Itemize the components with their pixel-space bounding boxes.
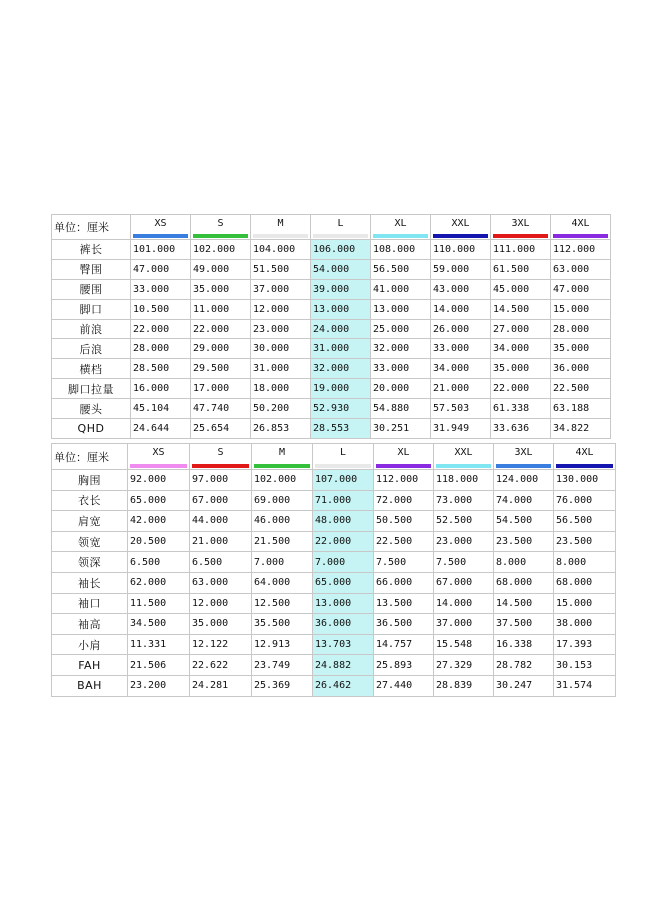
measurement-value: 14.000 [434, 593, 494, 614]
measurement-value: 8.000 [494, 552, 554, 573]
measurement-value: 10.500 [131, 299, 191, 319]
measurement-value: 68.000 [554, 572, 616, 593]
size-label: 4XL [571, 218, 590, 229]
measurement-value: 112.000 [374, 470, 434, 491]
measurement-value: 72.000 [374, 490, 434, 511]
measurement-value: 27.329 [434, 655, 494, 676]
size-label: L [339, 447, 347, 458]
measurement-value: 22.000 [491, 379, 551, 399]
measurement-value: 22.000 [313, 531, 374, 552]
measurement-label: 后浪 [52, 339, 131, 359]
pants-size-header [131, 215, 191, 240]
tops-size-header [434, 444, 494, 470]
measurement-value: 64.000 [252, 572, 313, 593]
measurement-value: 35.000 [191, 279, 251, 299]
measurement-value: 30.247 [494, 675, 554, 696]
measurement-label: 腰头 [52, 399, 131, 419]
tops-size-header [252, 444, 313, 470]
measurement-value: 106.000 [311, 240, 371, 260]
measurement-label: 腰围 [52, 279, 131, 299]
measurement-value: 35.500 [252, 614, 313, 635]
pants-row [52, 259, 611, 279]
measurement-label: QHD [52, 419, 131, 439]
measurement-value: 25.654 [191, 419, 251, 439]
measurement-value: 71.000 [313, 490, 374, 511]
measurement-value: 50.200 [251, 399, 311, 419]
measurement-value: 52.500 [434, 511, 494, 532]
size-color-bar [553, 234, 608, 238]
measurement-label: 臀围 [52, 259, 131, 279]
measurement-value: 45.104 [131, 399, 191, 419]
size-label: L [337, 218, 344, 229]
measurement-value: 27.000 [491, 319, 551, 339]
measurement-value: 6.500 [128, 552, 190, 573]
measurement-value: 67.000 [434, 572, 494, 593]
measurement-value: 7.500 [434, 552, 494, 573]
measurement-value: 32.000 [311, 359, 371, 379]
measurement-value: 31.000 [251, 359, 311, 379]
pants-row [52, 339, 611, 359]
size-label: S [217, 218, 224, 229]
measurement-value: 30.153 [554, 655, 616, 676]
measurement-value: 21.506 [128, 655, 190, 676]
tops-row [52, 531, 616, 552]
measurement-label: 胸围 [52, 470, 128, 491]
measurement-value: 30.251 [371, 419, 431, 439]
size-label: XXL [451, 218, 470, 229]
measurement-value: 130.000 [554, 470, 616, 491]
size-label: XS [152, 447, 165, 458]
measurement-value: 21.000 [190, 531, 252, 552]
measurement-value: 73.000 [434, 490, 494, 511]
measurement-value: 25.000 [371, 319, 431, 339]
measurement-value: 37.000 [434, 614, 494, 635]
measurement-value: 42.000 [128, 511, 190, 532]
pants-row [52, 240, 611, 260]
pants-size-header [371, 215, 431, 240]
measurement-label: 脚口 [52, 299, 131, 319]
measurement-value: 23.000 [251, 319, 311, 339]
measurement-value: 33.636 [491, 419, 551, 439]
measurement-value: 33.000 [371, 359, 431, 379]
size-label: XL [397, 447, 410, 458]
measurement-value: 33.000 [131, 279, 191, 299]
measurement-value: 92.000 [128, 470, 190, 491]
measurement-label: 袖长 [52, 572, 128, 593]
measurement-value: 97.000 [190, 470, 252, 491]
size-color-bar [192, 464, 249, 468]
measurement-value: 23.500 [554, 531, 616, 552]
measurement-value: 16.000 [131, 379, 191, 399]
measurement-value: 26.000 [431, 319, 491, 339]
measurement-value: 47.740 [191, 399, 251, 419]
measurement-value: 14.757 [374, 634, 434, 655]
measurement-value: 61.338 [491, 399, 551, 419]
measurement-value: 19.000 [311, 379, 371, 399]
measurement-value: 52.930 [311, 399, 371, 419]
measurement-value: 102.000 [252, 470, 313, 491]
measurement-value: 28.782 [494, 655, 554, 676]
measurement-value: 74.000 [494, 490, 554, 511]
size-color-bar [436, 464, 491, 468]
measurement-value: 13.703 [313, 634, 374, 655]
measurement-value: 27.440 [374, 675, 434, 696]
measurement-value: 23.200 [128, 675, 190, 696]
tops-row [52, 572, 616, 593]
measurement-label: 前浪 [52, 319, 131, 339]
measurement-value: 63.000 [551, 259, 611, 279]
measurement-value: 12.913 [252, 634, 313, 655]
measurement-value: 14.000 [431, 299, 491, 319]
measurement-value: 108.000 [371, 240, 431, 260]
measurement-value: 18.000 [251, 379, 311, 399]
measurement-value: 112.000 [551, 240, 611, 260]
pants-header-row [52, 215, 611, 240]
measurement-label: 袖高 [52, 614, 128, 635]
size-color-bar [556, 464, 613, 468]
measurement-value: 15.548 [434, 634, 494, 655]
measurement-value: 11.000 [191, 299, 251, 319]
measurement-value: 46.000 [252, 511, 313, 532]
measurement-value: 13.500 [374, 593, 434, 614]
measurement-label: 领深 [52, 552, 128, 573]
measurement-value: 44.000 [190, 511, 252, 532]
measurement-value: 104.000 [251, 240, 311, 260]
measurement-value: 110.000 [431, 240, 491, 260]
pants-size-header [191, 215, 251, 240]
measurement-value: 36.000 [551, 359, 611, 379]
measurement-value: 21.500 [252, 531, 313, 552]
measurement-value: 36.000 [313, 614, 374, 635]
size-label: XS [154, 218, 167, 229]
measurement-value: 35.000 [551, 339, 611, 359]
measurement-value: 24.644 [131, 419, 191, 439]
measurement-value: 31.574 [554, 675, 616, 696]
measurement-value: 37.000 [251, 279, 311, 299]
size-color-bar [313, 234, 368, 238]
measurement-value: 26.853 [251, 419, 311, 439]
tops-size-header [494, 444, 554, 470]
measurement-value: 66.000 [374, 572, 434, 593]
pants-row [52, 419, 611, 439]
measurement-label: 裤长 [52, 240, 131, 260]
measurement-value: 51.500 [251, 259, 311, 279]
measurement-value: 32.000 [371, 339, 431, 359]
measurement-value: 111.000 [491, 240, 551, 260]
size-label: M [277, 218, 284, 229]
measurement-value: 34.000 [491, 339, 551, 359]
measurement-value: 62.000 [128, 572, 190, 593]
measurement-value: 13.000 [371, 299, 431, 319]
measurement-value: 7.000 [252, 552, 313, 573]
measurement-value: 25.369 [252, 675, 313, 696]
measurement-value: 31.949 [431, 419, 491, 439]
tops-size-header [190, 444, 252, 470]
pants-row [52, 399, 611, 419]
size-color-bar [315, 464, 371, 468]
measurement-value: 22.622 [190, 655, 252, 676]
size-color-bar [493, 234, 548, 238]
measurement-value: 12.500 [252, 593, 313, 614]
measurement-value: 12.000 [251, 299, 311, 319]
measurement-value: 28.000 [551, 319, 611, 339]
pants-row [52, 379, 611, 399]
tops-size-header [554, 444, 616, 470]
size-color-bar [376, 464, 431, 468]
measurement-value: 28.553 [311, 419, 371, 439]
tops-row [52, 593, 616, 614]
measurement-value: 76.000 [554, 490, 616, 511]
measurement-label: 脚口拉量 [52, 379, 131, 399]
measurement-value: 22.500 [551, 379, 611, 399]
measurement-value: 6.500 [190, 552, 252, 573]
measurement-value: 20.000 [371, 379, 431, 399]
measurement-value: 7.000 [313, 552, 374, 573]
measurement-value: 31.000 [311, 339, 371, 359]
size-color-bar [193, 234, 248, 238]
measurement-value: 12.000 [190, 593, 252, 614]
pants-size-header [251, 215, 311, 240]
size-color-bar [253, 234, 308, 238]
measurement-label: FAH [52, 655, 128, 676]
measurement-label: BAH [52, 675, 128, 696]
measurement-value: 47.000 [131, 259, 191, 279]
measurement-value: 28.839 [434, 675, 494, 696]
measurement-value: 63.000 [190, 572, 252, 593]
measurement-value: 50.500 [374, 511, 434, 532]
measurement-label: 横档 [52, 359, 131, 379]
tops-row [52, 511, 616, 532]
pants-size-header [431, 215, 491, 240]
pants-row [52, 319, 611, 339]
tops-row [52, 490, 616, 511]
measurement-value: 68.000 [494, 572, 554, 593]
measurement-value: 65.000 [128, 490, 190, 511]
pants-size-header [311, 215, 371, 240]
measurement-value: 36.500 [374, 614, 434, 635]
measurement-value: 107.000 [313, 470, 374, 491]
size-color-bar [433, 234, 488, 238]
measurement-value: 118.000 [434, 470, 494, 491]
measurement-value: 48.000 [313, 511, 374, 532]
measurement-value: 13.000 [313, 593, 374, 614]
tops-size-header [313, 444, 374, 470]
measurement-value: 23.500 [494, 531, 554, 552]
size-label: 3XL [511, 218, 530, 229]
measurement-value: 47.000 [551, 279, 611, 299]
measurement-value: 15.000 [551, 299, 611, 319]
measurement-value: 69.000 [252, 490, 313, 511]
pants-row [52, 279, 611, 299]
measurement-value: 30.000 [251, 339, 311, 359]
measurement-value: 28.000 [131, 339, 191, 359]
measurement-value: 13.000 [311, 299, 371, 319]
measurement-label: 衣长 [52, 490, 128, 511]
pants-unit-label: 单位：厘米 [52, 215, 131, 240]
measurement-value: 54.500 [494, 511, 554, 532]
measurement-value: 57.503 [431, 399, 491, 419]
tops-row [52, 614, 616, 635]
measurement-value: 63.188 [551, 399, 611, 419]
measurement-value: 61.500 [491, 259, 551, 279]
measurement-value: 34.000 [431, 359, 491, 379]
measurement-value: 49.000 [191, 259, 251, 279]
measurement-value: 14.500 [494, 593, 554, 614]
measurement-value: 65.000 [313, 572, 374, 593]
tops-row [52, 675, 616, 696]
measurement-label: 袖口 [52, 593, 128, 614]
measurement-label: 肩宽 [52, 511, 128, 532]
size-label: 4XL [575, 447, 594, 458]
size-color-bar [373, 234, 428, 238]
measurement-value: 59.000 [431, 259, 491, 279]
tops-row [52, 470, 616, 491]
measurement-value: 101.000 [131, 240, 191, 260]
measurement-value: 22.000 [191, 319, 251, 339]
size-color-bar [130, 464, 187, 468]
measurement-value: 33.000 [431, 339, 491, 359]
measurement-value: 20.500 [128, 531, 190, 552]
measurement-value: 38.000 [554, 614, 616, 635]
size-label: S [217, 447, 224, 458]
size-label: M [278, 447, 286, 458]
measurement-value: 23.749 [252, 655, 313, 676]
tops-row [52, 552, 616, 573]
measurement-value: 102.000 [191, 240, 251, 260]
measurement-value: 54.000 [311, 259, 371, 279]
measurement-value: 56.500 [554, 511, 616, 532]
measurement-value: 26.462 [313, 675, 374, 696]
measurement-value: 43.000 [431, 279, 491, 299]
measurement-value: 22.500 [374, 531, 434, 552]
measurement-value: 24.000 [311, 319, 371, 339]
measurement-value: 54.880 [371, 399, 431, 419]
measurement-value: 8.000 [554, 552, 616, 573]
tops-row [52, 655, 616, 676]
tops-unit-label: 单位：厘米 [52, 444, 128, 470]
size-label: 3XL [514, 447, 533, 458]
measurement-value: 21.000 [431, 379, 491, 399]
tops-size-header [128, 444, 190, 470]
measurement-value: 24.281 [190, 675, 252, 696]
measurement-value: 17.000 [191, 379, 251, 399]
size-color-bar [254, 464, 310, 468]
size-color-bar [496, 464, 551, 468]
pants-size-header [491, 215, 551, 240]
measurement-value: 37.500 [494, 614, 554, 635]
measurement-value: 34.500 [128, 614, 190, 635]
size-color-bar [133, 234, 188, 238]
measurement-value: 14.500 [491, 299, 551, 319]
measurement-value: 11.500 [128, 593, 190, 614]
measurement-value: 11.331 [128, 634, 190, 655]
tops-size-table [51, 443, 616, 697]
measurement-value: 35.000 [491, 359, 551, 379]
pants-row [52, 299, 611, 319]
measurement-value: 24.882 [313, 655, 374, 676]
measurement-value: 22.000 [131, 319, 191, 339]
pants-size-table [51, 214, 611, 439]
measurement-value: 29.000 [191, 339, 251, 359]
measurement-value: 124.000 [494, 470, 554, 491]
measurement-value: 41.000 [371, 279, 431, 299]
measurement-value: 39.000 [311, 279, 371, 299]
measurement-value: 7.500 [374, 552, 434, 573]
measurement-value: 35.000 [190, 614, 252, 635]
measurement-value: 23.000 [434, 531, 494, 552]
measurement-value: 45.000 [491, 279, 551, 299]
measurement-value: 25.893 [374, 655, 434, 676]
measurement-value: 67.000 [190, 490, 252, 511]
tops-header-row [52, 444, 616, 470]
measurement-label: 小肩 [52, 634, 128, 655]
measurement-label: 领宽 [52, 531, 128, 552]
tops-row [52, 634, 616, 655]
measurement-value: 28.500 [131, 359, 191, 379]
measurement-value: 16.338 [494, 634, 554, 655]
measurement-value: 12.122 [190, 634, 252, 655]
pants-row [52, 359, 611, 379]
size-label: XXL [454, 447, 473, 458]
measurement-value: 56.500 [371, 259, 431, 279]
measurement-value: 29.500 [191, 359, 251, 379]
tops-size-header [374, 444, 434, 470]
pants-size-header [551, 215, 611, 240]
measurement-value: 34.822 [551, 419, 611, 439]
measurement-value: 15.000 [554, 593, 616, 614]
size-label: XL [394, 218, 407, 229]
measurement-value: 17.393 [554, 634, 616, 655]
